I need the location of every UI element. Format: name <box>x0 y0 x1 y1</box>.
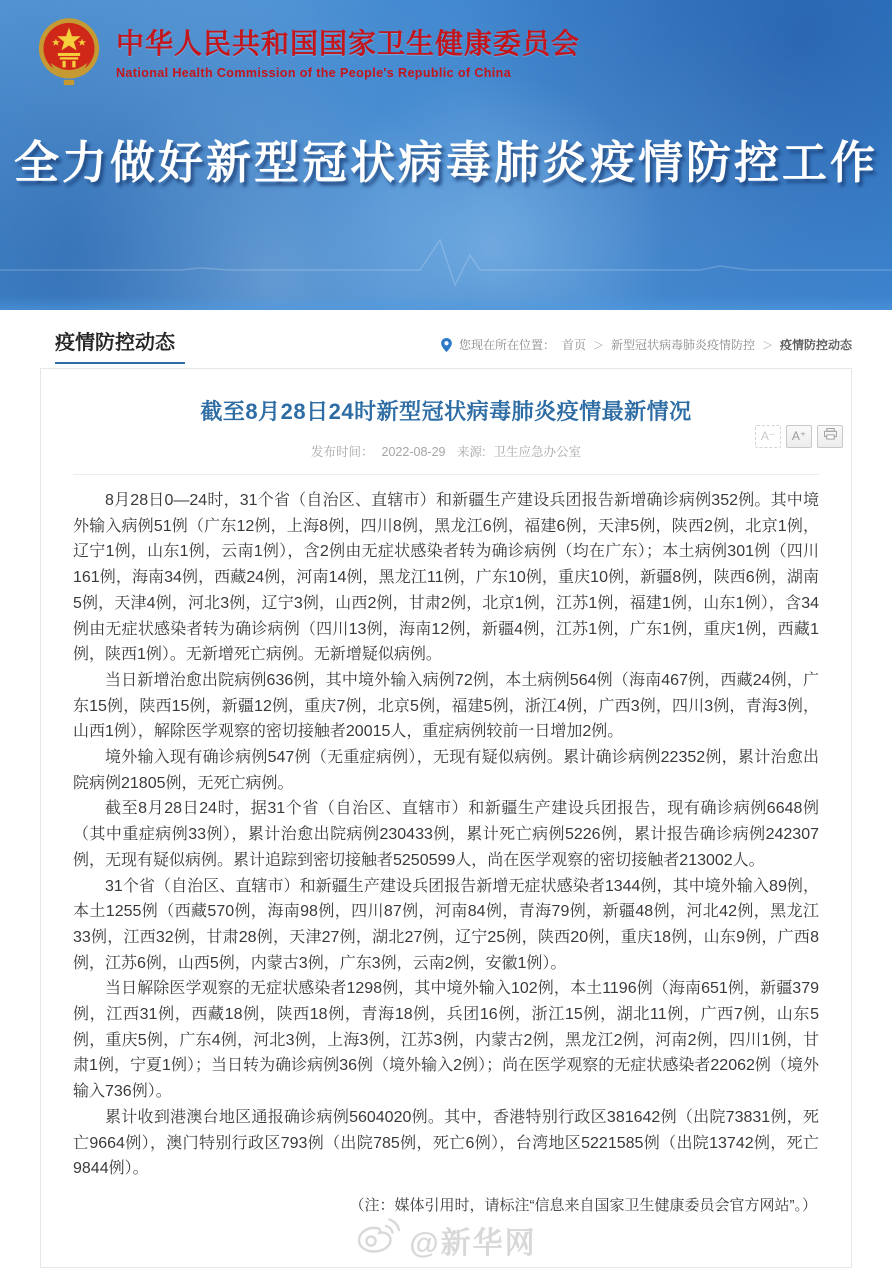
printer-icon <box>824 426 837 447</box>
china-national-emblem-icon <box>36 17 102 89</box>
publish-date: 2022-08-29 <box>381 445 446 459</box>
paragraph: 8月28日0—24时，31个省（自治区、直辖市）和新疆生产建设兵团报告新增确诊病例352例。其中境外输入病例51例（广东12例，上海8例，四川8例，黑龙江6例，福建6例，天津5例，陕西2例，北京1例，辽宁1例，山东1例，云南1例），含2例由无症状感染者转为确诊病例（均在广东）；本土病例301例（四川161例，海南34例，西藏24例，河南14例，黑龙江11例，广东10例，重庆10例，新疆8例，陕西6例，湖南5例，天津4例，河北3例，辽宁3例，山西2例，甘肃2例，北京1例，江苏1例，福建1例，山东1例），含34例由无症状感染者转为确诊病例（四川13例，海南12例，新疆4例，江苏1例，广东1例，重庆1例，西藏1例，陕西1例）。无新增死亡病例。无新增疑似病例。 <box>73 492 819 664</box>
article-body <box>73 488 819 1230</box>
site-name: 中华人民共和国国家卫生健康委员会 <box>116 27 581 59</box>
breadcrumb-item-current: 疫情防控动态 <box>779 338 852 352</box>
ecg-decoration <box>0 230 892 290</box>
paragraph: 累计收到港澳台地区通报确诊病例5604020例。其中，香港特别行政区381642例（出院73831例，死亡9664例），澳门特别行政区793例（出院785例，死亡6例），台湾地区5221585例（出院13742例，死亡9844例）。 <box>73 1108 819 1178</box>
sina-weibo-icon <box>355 1217 401 1263</box>
article-container <box>40 368 852 1268</box>
breadcrumb-separator: ＞ <box>761 339 773 352</box>
paragraph: 境外输入现有确诊病例547例（无重症病例），无现有疑似病例。累计确诊病例22352例，累计治愈出院病例21805例，无死亡病例。 <box>73 749 819 792</box>
site-logo[interactable] <box>36 17 580 89</box>
paragraph: 当日解除医学观察的无症状感染者1298例，其中境外输入102例，本土1196例（海南651例，新疆379例，江西31例，西藏18例，陕西18例，青海18例，兵团16例，浙江15例，湖北11例，广西7例，山东5例，重庆5例，广东4例，河北3例，上海3例，江苏3例，内蒙古2例，黑龙江2例，河南2例，四川1例，甘肃1例，宁夏1例）；当日转为确诊病例36例（境外输入2例）；尚在医学观察的无症状感染者22062例（境外输入736例）。 <box>73 980 819 1101</box>
print-button[interactable] <box>817 425 843 448</box>
site-name-en: National Health Commission of the People's Republic of China <box>116 65 512 80</box>
citation-note: （注：媒体引用时，请标注“信息来自国家卫生健康委员会官方网站”。） <box>349 1197 817 1214</box>
watermark-text: @新华网 <box>409 1227 537 1260</box>
article-toolbar <box>755 425 843 448</box>
breadcrumb-item-covid-section[interactable]: 新型冠状病毒肺炎疫情防控 <box>610 338 755 352</box>
breadcrumb <box>441 336 852 353</box>
font-increase-button[interactable]: A⁺ <box>786 425 812 448</box>
breadcrumb-separator: ＞ <box>592 339 604 352</box>
breadcrumb-item-home[interactable]: 首页 <box>561 338 586 352</box>
banner-title: 全力做好新型冠状病毒肺炎疫情防控工作 <box>13 137 878 188</box>
section-bar <box>0 310 892 368</box>
paragraph: 当日新增治愈出院病例636例，其中境外输入病例72例，本土病例564例（海南467例，西藏24例，广东15例，陕西15例，新疆12例，重庆7例，北京5例，福建5例，浙江4例，广西3例，四川3例，青海3例，山西1例），解除医学观察的密切接触者20015人，重症病例较前一日增加2例。 <box>73 671 819 741</box>
section-title-link[interactable]: 疫情防控动态 <box>55 326 185 364</box>
article-meta <box>73 442 819 475</box>
location-pin-icon <box>441 338 452 352</box>
paragraph: 截至8月28日24时，据31个省（自治区、直辖市）和新疆生产建设兵团报告，现有确诊病例6648例（其中重症病例33例），累计治愈出院病例230433例，累计死亡病例5226例，累计报告确诊病例242307例，无现有疑似病例。累计追踪到密切接触者5250599人，尚在医学观察的密切接触者213002人。 <box>73 800 819 869</box>
source-label: 来源: <box>456 445 486 459</box>
font-decrease-button[interactable]: A⁻ <box>755 425 781 448</box>
publish-label: 发布时间： <box>311 445 374 459</box>
source-value: 卫生应急办公室 <box>493 445 581 459</box>
site-header <box>0 0 892 310</box>
paragraph: 31个省（自治区、直辖市）和新疆生产建设兵团报告新增无症状感染者1344例，其中境外输入89例，本土1255例（西藏570例，海南98例，四川87例，河南84例，青海79例，新疆48例，河北42例，黑龙江33例，江西32例，甘肃28例，天津27例，湖北27例，辽宁25例，陕西20例，重庆18例，山东9例，广西8例，江苏6例，山西5例，内蒙古3例，广东3例，云南2例，安徽1例）。 <box>73 877 819 972</box>
article-title: 截至8月28日24时新型冠状病毒肺炎疫情最新情况 <box>200 399 692 424</box>
watermark <box>41 1217 851 1263</box>
breadcrumb-prefix: 您现在所在位置： <box>458 338 555 352</box>
logo-text <box>116 27 580 80</box>
